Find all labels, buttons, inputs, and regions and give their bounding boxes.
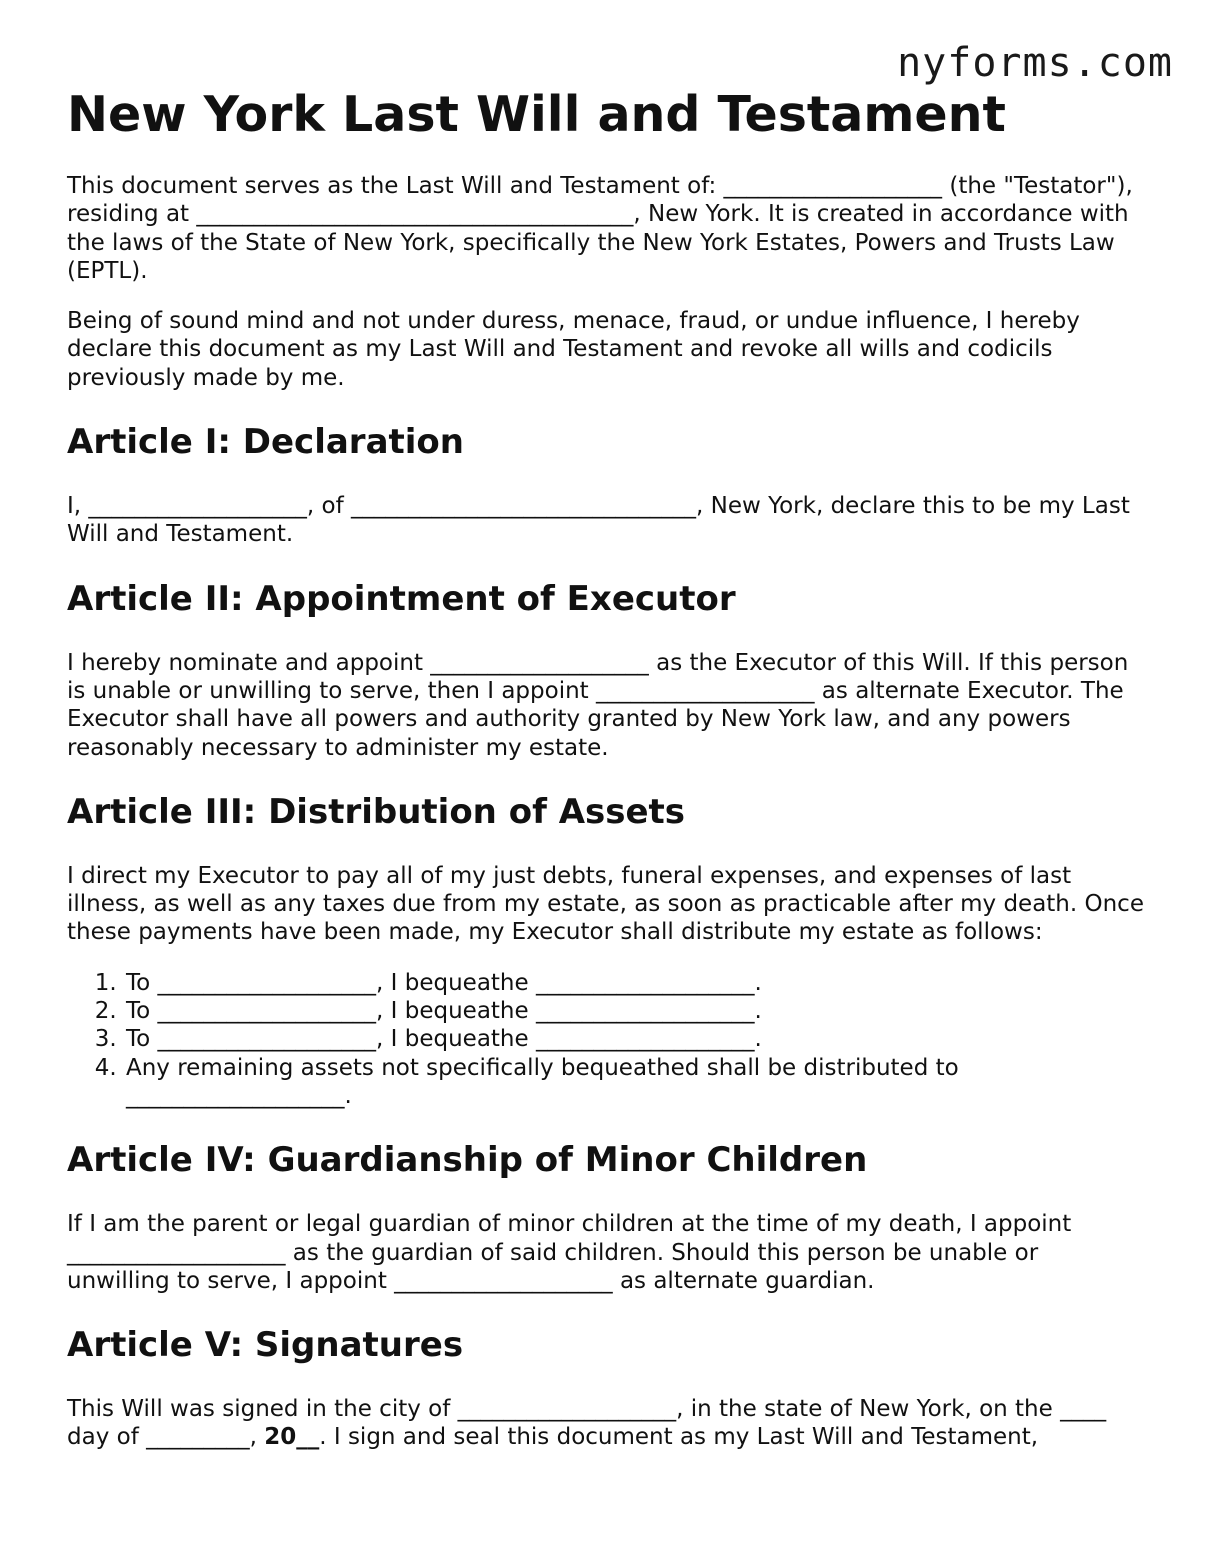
- article-4-text: If I am the parent or legal guardian of minor children at the time of my death, I appoint ___________________ as the guardian of said children. Should this person be unable or unwilling to serve, I appoint ___________________ as alternate guardian.: [67, 1211, 1072, 1294]
- article-1-heading: Article I: Declaration: [67, 422, 464, 463]
- article-3-heading: Article III: Distribution of Assets: [67, 791, 686, 832]
- article-2-heading: Article II: Appointment of Executor: [67, 578, 736, 619]
- bequest-item: 1. To ___________________, I bequeathe ___________________.: [124, 969, 1147, 997]
- document-body: [67, 172, 1147, 1474]
- article-1-text: I, ___________________, of ______________________________, New York, declare this to be my Last Will and Testament.: [67, 493, 1130, 548]
- site-watermark: nyforms.com: [897, 40, 1173, 86]
- article-5-heading: Article V: Signatures: [67, 1325, 464, 1366]
- signature-text-part-2: . I sign and seal this document as my Last Will and Testament,: [319, 1424, 1039, 1451]
- article-4-heading: Article IV: Guardianship of Minor Children: [67, 1140, 868, 1181]
- signature-year: 20__: [264, 1424, 320, 1451]
- bequest-item: 4. Any remaining assets not specifically bequeathed shall be distributed to ___________________.: [124, 1054, 1147, 1111]
- bequest-item: 3. To ___________________, I bequeathe ___________________.: [124, 1025, 1147, 1053]
- document-title: New York Last Will and Testament: [67, 86, 1006, 143]
- bequest-list: [67, 969, 1147, 1110]
- signature-text-part-1: This Will was signed in the city of ___________________, in the state of New York, on the ____ day of _________,: [67, 1396, 1107, 1451]
- intro-paragraph-2: Being of sound mind and not under duress, menace, fraud, or undue influence, I hereby declare this document as my Last Will and Testament and revoke all wills and codicils previously made by me.: [67, 308, 1080, 391]
- bequest-item: 2. To ___________________, I bequeathe ___________________.: [124, 997, 1147, 1025]
- article-5-text: [67, 1395, 1147, 1452]
- article-3-text: I direct my Executor to pay all of my just debts, funeral expenses, and expenses of last illness, as well as any taxes due from my estate, as soon as practicable after my death. Once these payments have been made, my Executor shall distribute my estate as follows:: [67, 862, 1144, 946]
- intro-paragraph-1: This document serves as the Last Will and Testament of: ___________________ (the "Testator"), residing at ______________________________________, New York. It is created in accordance with the laws of the State of New York, specifically the New York Estates, Powers and Trusts Law (EPTL).: [67, 173, 1133, 284]
- article-2-text: I hereby nominate and appoint ___________________ as the Executor of this Will. If this person is unable or unwilling to serve, then I appoint ___________________ as alternate Executor. The Executor shall have all powers and authority granted by New York law, and any powers reasonably necessary to administer my estate.: [67, 649, 1129, 761]
